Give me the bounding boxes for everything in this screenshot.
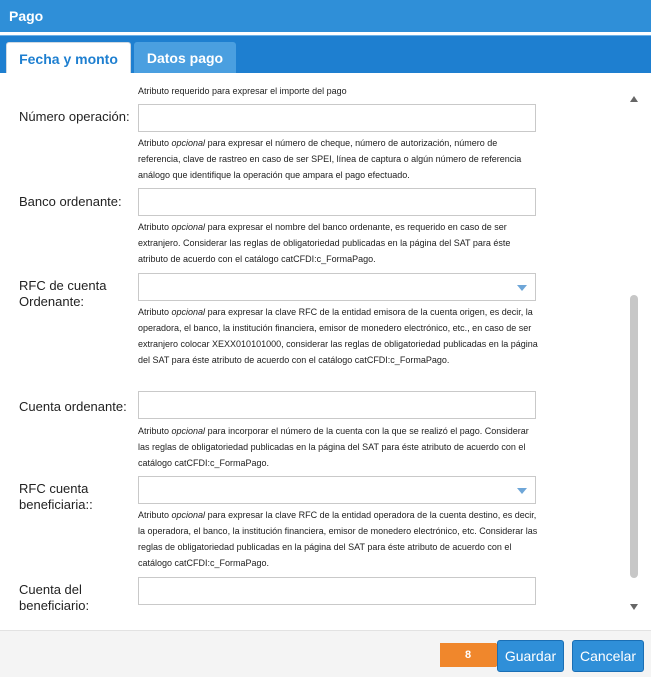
hint-text: Atributo [138, 138, 172, 148]
rfc-cuenta-ordenante-select[interactable] [138, 273, 536, 301]
chevron-down-icon [517, 285, 527, 291]
hint-text: para expresar la clave RFC de la entidad emisora de la cuenta origen, es decir, la operadora, el banco, la institución financiera, emisor de monedero electrónico, etc., en caso de ser extranjero colocar XEXX010101000, considerar las reglas de obligatoriedad publicadas en la página del SAT para éste atributo de acuerdo con el catálogo catCFDI:c_FormaPago. [138, 307, 538, 365]
hint-text: Atributo [138, 426, 172, 436]
hint-text: Atributo [138, 307, 172, 317]
step-badge: 8 [440, 643, 496, 667]
hint-text: para incorporar el número de la cuenta con la que se realizó el pago. Considerar las reglas de obligatoriedad publicadas en la página del SAT para éste atributo de acuerdo con el catálogo catCFDI:c_FormaPago. [138, 426, 529, 468]
numero-operacion-input[interactable] [138, 104, 536, 132]
dialog-title-bar [0, 0, 651, 32]
rfc-cuenta-ordenante-label: RFC de cuenta Ordenante: [19, 278, 107, 309]
cuenta-beneficiario-label: Cuenta del beneficiario: [19, 582, 90, 613]
numero-operacion-hint [138, 135, 540, 183]
tab-fecha-y-monto[interactable]: Fecha y monto [6, 42, 131, 74]
cuenta-beneficiario-input[interactable] [138, 577, 536, 605]
scrollbar-thumb[interactable] [630, 295, 638, 578]
cuenta-ordenante-label: Cuenta ordenante: [19, 399, 127, 414]
scroll-down-icon[interactable] [630, 604, 638, 610]
tab-strip [0, 35, 651, 73]
numero-operacion-label: Número operación: [19, 109, 130, 124]
cuenta-ordenante-input[interactable] [138, 391, 536, 419]
dialog-footer [0, 630, 651, 677]
form-scroll-area [0, 73, 651, 627]
rfc-cuenta-beneficiaria-select[interactable] [138, 476, 536, 504]
banco-ordenante-input[interactable] [138, 188, 536, 216]
tab-datos-pago[interactable]: Datos pago [134, 42, 236, 74]
rfc-cuenta-ordenante-hint [138, 304, 540, 368]
hint-optional-emphasis: opcional [171, 307, 206, 317]
hint-text: Atributo [138, 222, 172, 232]
hint-optional-emphasis: opcional [171, 222, 206, 232]
vertical-scrollbar[interactable] [628, 88, 640, 616]
hint-text: para expresar la clave RFC de la entidad operadora de la cuenta destino, es decir, la operadora, el banco, la institución financiera, emisor de monedero electrónico, etc. Considerar las reglas de obligatoriedad publicadas en la página del SAT para éste atributo de acuerdo con el catálogo catCFDI:c_FormaPago. [138, 510, 538, 568]
hint-text: para expresar el nombre del banco ordenante, es requerido en caso de ser extranjero. Considerar las reglas de obligatoriedad publicadas en la página del SAT para éste atributo de acuerdo con el catálogo catCFDI:c_FormaPago. [138, 222, 511, 264]
importe-hint: Atributo requerido para expresar el importe del pago [138, 86, 347, 96]
cancel-button[interactable]: Cancelar [572, 640, 644, 672]
hint-text: para expresar el número de cheque, número de autorización, número de referencia, clave de rastreo en caso de ser SPEI, línea de captura o algún número de referencia análogo que identifique la operación que ampara el pago efectuado. [138, 138, 522, 180]
rfc-cuenta-beneficiaria-hint [138, 507, 540, 571]
save-button[interactable]: Guardar [497, 640, 564, 672]
hint-optional-emphasis: opcional [171, 138, 206, 148]
dialog-title: Pago [9, 8, 44, 24]
hint-optional-emphasis: opcional [171, 426, 206, 436]
hint-text: Atributo [138, 510, 172, 520]
chevron-down-icon [517, 488, 527, 494]
hint-optional-emphasis: opcional [171, 510, 206, 520]
scroll-up-icon[interactable] [630, 96, 638, 102]
cuenta-ordenante-hint [138, 423, 540, 471]
banco-ordenante-label: Banco ordenante: [19, 194, 122, 209]
banco-ordenante-hint [138, 219, 540, 267]
rfc-cuenta-beneficiaria-label: RFC cuenta beneficiaria:: [19, 481, 93, 512]
